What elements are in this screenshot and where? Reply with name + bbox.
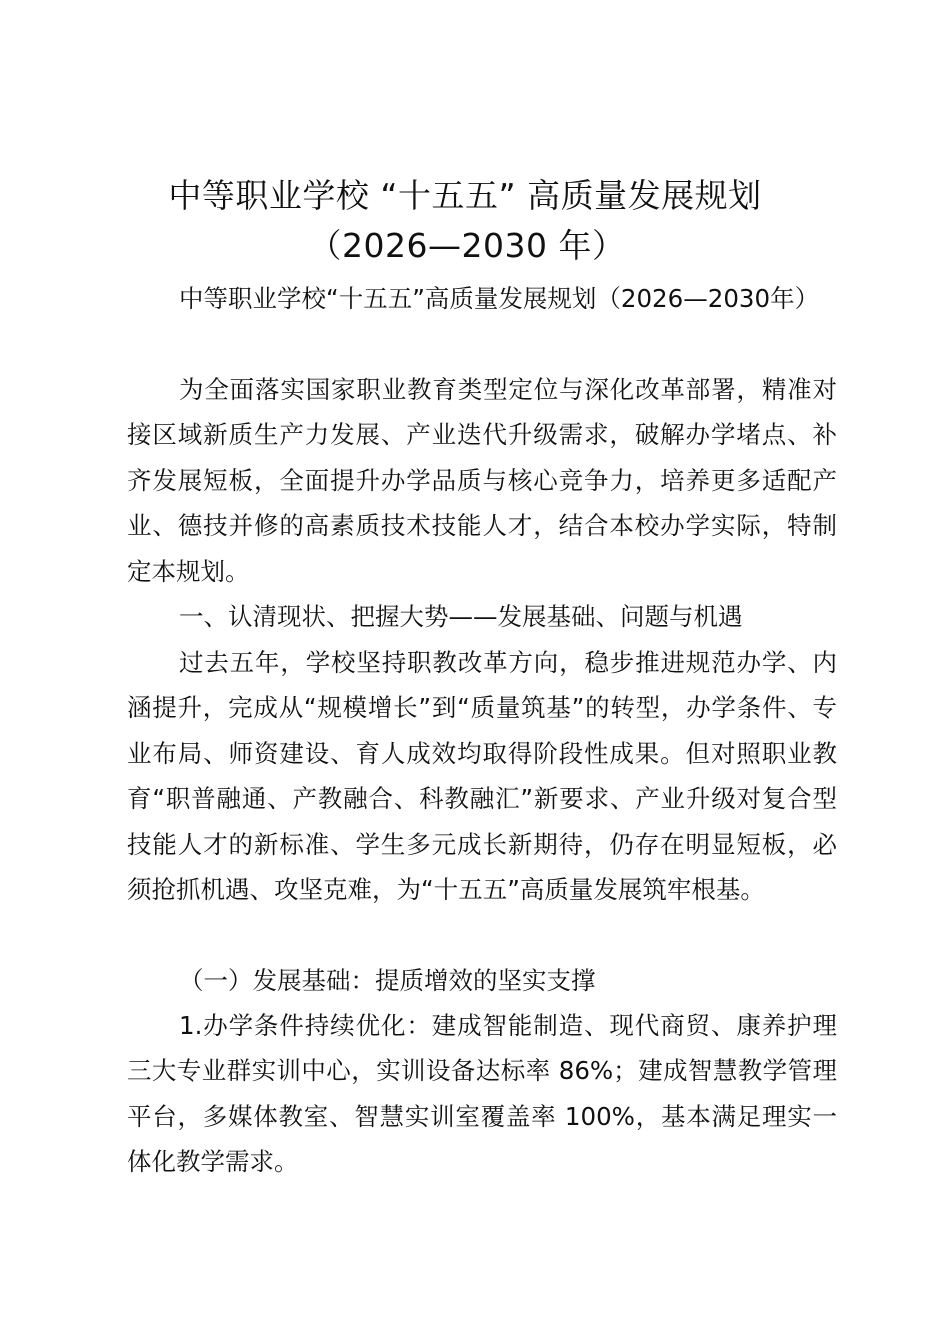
paragraph-intro: 为全面落实国家职业教育类型定位与深化改革部署，精准对接区域新质生产力发展、产业迭代升级需求，破解办学堵点、补齐发展短板，全面提升办学品质与核心竞争力，培养更多适配产业、德技并修的高素质技术技能人才，结合本校办学实际，特制定本规划。: [127, 375, 837, 586]
section-heading-1: 一、认清现状、把握大势——发展基础、问题与机遇: [179, 602, 743, 631]
paragraph-overview: 过去五年，学校坚持职教改革方向，稳步推进规范办学、内涵提升，完成从“规模增长”到“质量筑基”的转型，办学条件、专业布局、师资建设、育人成效均取得阶段性成果。但对照职业教育“职普融通、产教融合、科教融汇”新要求、产业升级对复合型技能人才的新标准、学生多元成长新期待，仍存在明显短板，必须抢抓机遇、攻坚克难，为“十五五”高质量发展筑牢根基。: [127, 648, 837, 905]
document-title-line-2: （2026—2030 年）: [308, 226, 626, 265]
paragraph-subtitle: 中等职业学校“十五五”高质量发展规划（2026—2030年）: [179, 284, 820, 313]
subsection-heading-1: （一）发展基础：提质增效的坚实支撑: [179, 966, 596, 995]
document-title-line-1: 中等职业学校 “十五五” 高质量发展规划: [168, 176, 762, 215]
paragraph-item-1: 1.办学条件持续优化：建成智能制造、现代商贸、康养护理三大专业群实训中心，实训设备达标率 86%；建成智慧教学管理平台，多媒体教室、智慧实训室覆盖率 100%，基本满足理实一体化教学需求。: [127, 1011, 837, 1177]
